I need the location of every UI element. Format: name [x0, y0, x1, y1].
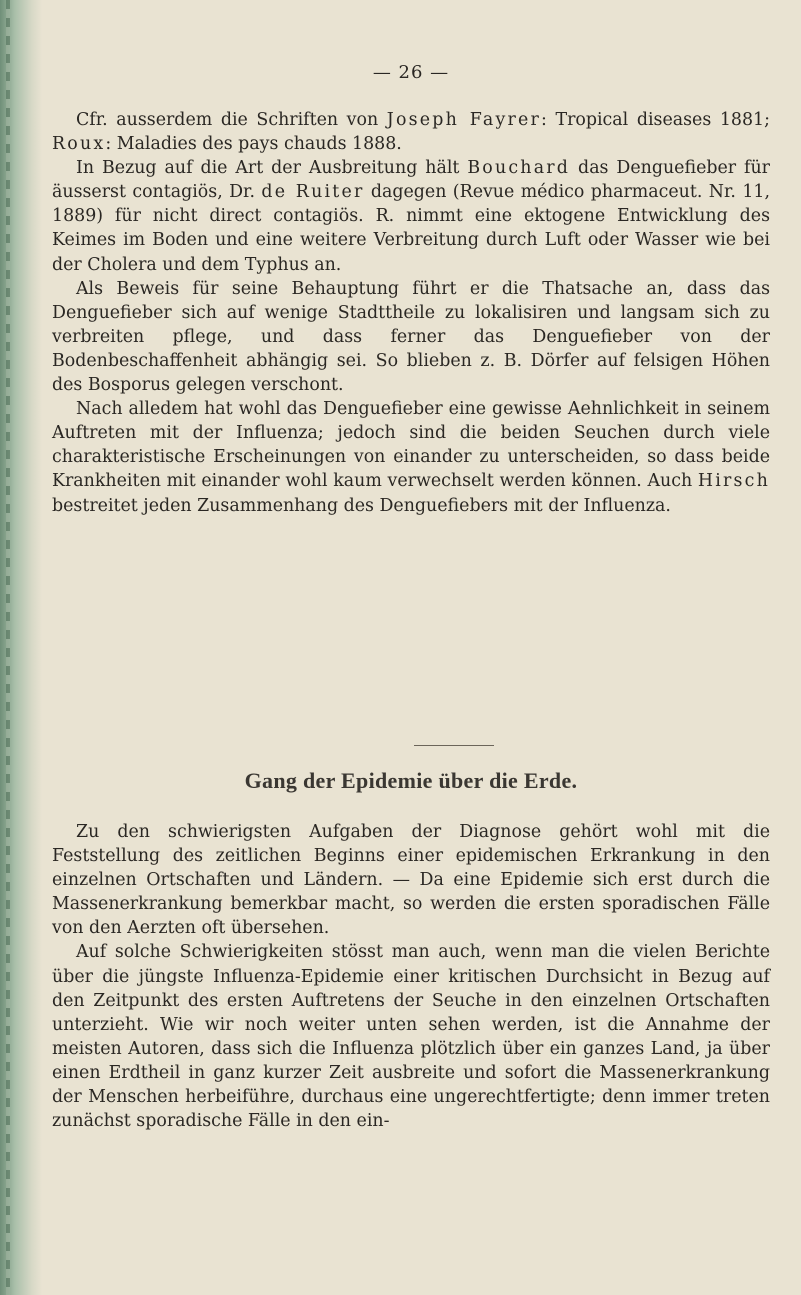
section-body	[52, 820, 770, 1133]
text-run: das Denguefieber für äusserst contagiös, Dr.	[52, 158, 770, 203]
text-run: : Tropical diseases 1881;	[541, 110, 770, 130]
text-run: In Bezug auf die Art der Ausbreitung hält	[76, 158, 468, 179]
text-run: dagegen (Revue médico pharmaceut. Nr. 11, 1889) für nicht direct contagiös. R. nimmt eine ektogene Entwicklung des Keimes im Boden und eine weitere Verbreitung durch Luft oder Wasser wie bei der Cholera und dem Typhus an.	[52, 182, 770, 275]
author-name: Joseph Fayrer	[386, 110, 541, 130]
author-name: Roux	[52, 134, 106, 155]
section-intro	[52, 108, 770, 518]
citation-paragraph	[52, 108, 770, 156]
text-run: Nach alledem hat wohl das Denguefieber eine gewisse Aehnlichkeit in seinem Auftreten mit der Influenza; jedoch sind die beiden Seuchen durch viele charakteristische Erscheinungen von einander zu unterscheiden, so dass beide Krankheiten mit einander wohl kaum verwechselt werden können. Auch	[52, 399, 770, 492]
text-run: : Maladies des pays chauds 1888.	[105, 134, 402, 155]
author-name: de Ruiter	[261, 182, 365, 203]
text-run: Cfr. ausserdem die Schriften von	[76, 110, 387, 130]
paragraph: Auf solche Schwierigkeiten stösst man auch, wenn man die vielen Berichte über die jüngste Influenza-Epidemie einer kritischen Durchsicht in Bezug auf den Zeitpunkt des ersten Auftretens der Seuche in den einzelnen Ortschaften unterzieht. Wie wir noch weiter unten sehen werden, ist die Annahme der meisten Autoren, dass sich die Influenza plötzlich über ein ganzes Land, ja über einen Erdtheil in ganz kurzer Zeit ausbreite und sofort die Massenerkrankung der Menschen herbeiführe, durchaus eine ungerechtfertigte; denn immer treten zunächst sporadische Fälle in den ein-	[52, 942, 770, 1132]
author-name: Hirsch	[697, 471, 770, 492]
paragraph: Als Beweis für seine Behauptung führt er die Thatsache an, dass das Denguefieber sich auf wenige Stadttheile zu lokalisiren und langsam sich zu verbreiten pflege, und dass ferner das Denguefieber von der Bodenbeschaffenheit abhängig sei. So blieben z. B. Dörfer auf felsigen Höhen des Bosporus gelegen verschont.	[52, 278, 770, 396]
section-heading: Gang der Epidemie über die Erde.	[244, 768, 578, 793]
paragraph: Zu den schwierigsten Aufgaben der Diagnose gehört wohl mit die Feststellung des zeitlichen Beginns einer epidemischen Erkrankung in den einzelnen Ortschaften und Ländern. — Da eine Epidemie sich erst durch die Massenerkrankung bemerkbar macht, so werden die ersten sporadischen Fälle von den Aerzten oft übersehen.	[52, 822, 770, 939]
section-divider	[414, 745, 494, 746]
page-number: — 26 —	[372, 62, 450, 83]
paragraph	[52, 156, 770, 276]
book-binding-edge	[0, 0, 42, 1295]
text-run: bestreitet jeden Zusammenhang des Denguefiebers mit der Influenza.	[52, 495, 671, 516]
author-name: Bouchard	[467, 158, 571, 179]
paragraph	[52, 397, 770, 517]
